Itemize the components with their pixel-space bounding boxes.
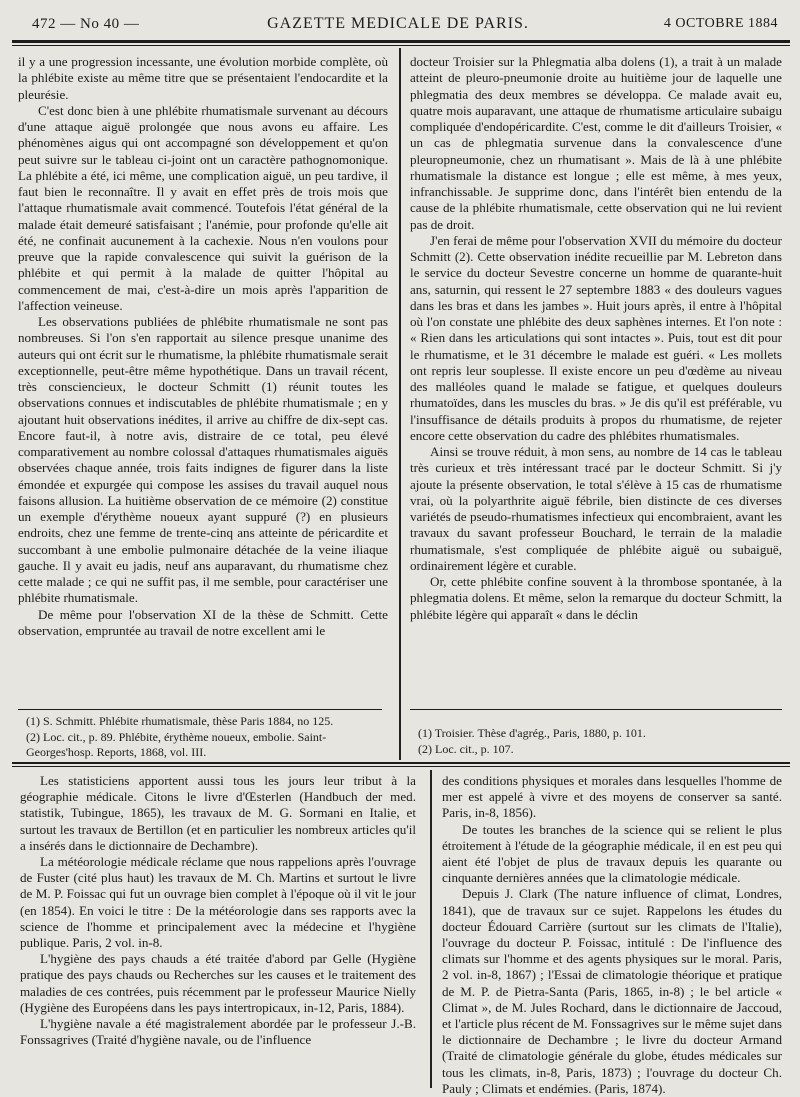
header-rule-thin bbox=[12, 45, 790, 46]
section-rule bbox=[12, 762, 790, 764]
footnote-rule-right bbox=[410, 709, 782, 710]
journal-title: GAZETTE MEDICALE DE PARIS. bbox=[267, 15, 529, 32]
article-right-column bbox=[410, 54, 782, 623]
paragraph: J'en ferai de même pour l'observation XVII du mémoire du docteur Schmitt (2). Cette observation inédite recueillie par M. Lebreton dans le service du docteur Sevestre concerne un homme de quarante-huit ans, saturnin, qui ressent le 27 septembre 1883 « des douleurs vagues dans les bras et dans les jambes ». Huit jours après, il entre à l'hôpital où l'on constate une phlébite des deux saphènes internes. Et l'on note : « Rien dans les articulations qui sont intactes ». Puis, tout est dit pour le rhumatisme, et le 31 décembre le malade est guéri. « Les mollets ont repris leur souplesse. Il existe encore un peu d'œdème au niveau des malléoles quand le malade se fatigue, et quelques douleurs rhumatoïdes, dans les muscles du bras. » Je dis qu'il est préférable, vu l'insuffisance de détails produits à propos du rhumatisme, de rejeter encore cette observation du cadre des phlébites rhumatismales. bbox=[410, 232, 782, 443]
paragraph: Les statisticiens apportent aussi tous les jours leur tribut à la géographie médicale. Citons le livre d'Œsterlen (Handbuch der med. statistik, Tubingue, 1865), les travaux de M. G. Sormani en Italie, et surtout les travaux de Bertillon (et en particulier les nombreux articles qu'il a insérés dans le dictionnaire de Dechambre). bbox=[20, 773, 416, 853]
paragraph: il y a une progression incessante, une évolution morbide complète, où la phlébite existe au même titre que se présentaient l'endocardite et la pleurésie. bbox=[18, 54, 388, 102]
paragraph: La météorologie médicale réclame que nous rappelions après l'ouvrage de Fuster (cité plus haut) les travaux de M. Ch. Martins et surtout le livre de M. P. Foissac qui fut un ouvrage bien complet à l'époque où il vit le jour (en 1854). En voici le titre : De la météorologie dans ses rapports avec la science de l'homme et principalement avec la médecine et l'hygiène publique. Paris, 2 vol. in-8. bbox=[20, 854, 416, 951]
paragraph: Depuis J. Clark (The nature influence of climat, Londres, 1841), que de travaux sur ce sujet. Rappelons les études du docteur Édouard Carrière (surtout sur les climats de l'Italie), l'ouvrage du docteur P. Foissac, intitulé : De l'influence des climats sur l'homme et des agents physiques sur le moral. Paris, 2 vol. in-8, 1867) ; l'Essai de climatologie théorique et pratique de M. P. de Pietra-Santa (Paris, 1865, in-8) ; le bel article « Climat », de M. Jules Rochard, dans le dictionnaire de Jaccoud, et l'article plus récent de M. Fonssagrives sur le même sujet dans le dictionnaire de Dechambre ; le livre du docteur Armand (Traité de climatologie générale du globe, études médicales sur tous les climats, in-8, Paris, 1873) ; l'ouvrage du docteur Ch. Pauly ; Climats et endémies. (Paris, 1874). bbox=[442, 886, 782, 1096]
column-divider bbox=[399, 48, 401, 760]
lower-left-column bbox=[20, 773, 416, 1048]
footnotes-right bbox=[418, 726, 780, 758]
paragraph: Or, cette phlébite confine souvent à la thrombose spontanée, à la phlegmatia dolens. Et même, selon la remarque du docteur Schmitt, la phlébite légère qui apparaît « dans le déclin bbox=[410, 574, 782, 622]
header-rule bbox=[12, 40, 790, 43]
paragraph: L'hygiène des pays chauds a été traitée d'abord par Gelle (Hygiène pratique des pays chauds ou Recherches sur les causes et le traitement des maladies de ces contrées, puis récemment par le professeur Maurice Nielly (Hygiène des Européens dans les pays intertropicaux, in-12, Paris, 1884). bbox=[20, 951, 416, 1015]
footnote: (1) S. Schmitt. Phlébite rhumatismale, thèse Paris 1884, no 125. bbox=[26, 714, 334, 728]
footnote: (1) Troisier. Thèse d'agrég., Paris, 1880, p. 101. bbox=[418, 726, 646, 740]
paragraph: Les observations publiées de phlébite rhumatismale ne sont pas nombreuses. Si l'on s'en rapportait au silence presque unanime des auteurs qui ont écrit sur le rhumatisme, la phlébite rhumatismale serait exceptionnelle, peut-être même hypothétique. Dans un travail récent, très consciencieux, le docteur Schmitt (1) réunit toutes les observations connues et indiscutables de phlébite rhumatismale ; en y ajoutant huit observations inédites, il arrive au chiffre de dix-sept cas. Encore faut-il, à notre avis, distraire de ce total, peu élevé comparativement au nombre colossal d'attaques rhumatismales aiguës observées chaque année, trois faits indignes de figurer dans la liste émondée et expurgée qui compose les assises du travail auquel nous faisons allusion. La huitième observation de ce mémoire (2) constitue un exemple d'érythème noueux ayant suppuré (?) en plusieurs endroits, chez une femme de trente-cinq ans atteinte de péricardite et succombant à une embolie pulmonaire détachée de la veine iliaque gauche. Il y avait eu jadis, neuf ans auparavant, du rhumatisme chez cette malade ; ce qui ne suffit pas, il me semble, pour caractériser une phlébite rhumatismale. bbox=[18, 314, 388, 606]
lower-column-divider bbox=[430, 770, 432, 1088]
paragraph: des conditions physiques et morales dans lesquelles l'homme de mer est appelé à vivre et des moyens de conserver sa santé. Paris, in-8, 1856). bbox=[442, 773, 782, 821]
footnote-rule-left bbox=[18, 709, 382, 710]
page-number: 472 — No 40 — bbox=[32, 16, 140, 32]
footnote: (2) Loc. cit., p. 107. bbox=[418, 742, 514, 756]
footnotes-left bbox=[26, 714, 388, 761]
section-rule-thin bbox=[12, 766, 790, 767]
paragraph: C'est donc bien à une phlébite rhumatismale survenant au décours d'une attaque aiguë prolongée que nous avons eu affaire. Les phénomènes aigus qui ont accompagné son développement et qu'on peut suivre sur le tableau ci-joint ont un caractère pathognomonique. La phlébite a été, ici même, une complication aiguë, un peu tardive, il faut bien le reconnaître. Il y avait en effet près de trois mois que l'attaque rhumatismale avait commencé. Toutefois l'état général de la malade était demeuré satisfaisant ; l'anémie, pour profonde qu'elle ait été, ne confinait aucunement à la cachexie. Nous n'en voulons pour preuve que la rapide convalescence qui suivit la guérison de la phlébite et qui permit à la malade de quitter l'hôpital au commencement de mai, c'est-à-dire un mois après l'apparition de l'affection veineuse. bbox=[18, 102, 388, 313]
paragraph: Ainsi se trouve réduit, à mon sens, au nombre de 14 cas le tableau très curieux et très intéressant tracé par le docteur Schmitt. Si j'y ajoute la présente observation, le total s'élève à 15 cas de rhumatisme vrai, où la polyarthrite aiguë fébrile, bien distincte de ces diverses variétés de pseudo-rhumatismes infectieux qui encombraient, avant les travaux du savant professeur Bouchard, le terrain de la maladie rhumatismale, s'est compliquée de phlébite aiguë ou subaiguë, ordinairement légère et curable. bbox=[410, 444, 782, 573]
paragraph: De toutes les branches de la science qui se relient le plus étroitement à l'étude de la géographie médicale, il en est peu qui aient été l'objet de plus de travaux depuis les quarante ou cinquante dernières années que la climatologie médicale. bbox=[442, 821, 782, 886]
paragraph: L'hygiène navale a été magistralement abordée par le professeur J.-B. Fonssagrives (Traité d'hygiène navale, ou de l'influence bbox=[20, 1016, 416, 1048]
lower-right-column bbox=[442, 773, 782, 1097]
issue-date: 4 OCTOBRE 1884 bbox=[663, 16, 778, 31]
article-left-column bbox=[18, 54, 388, 639]
footnote: (2) Loc. cit., p. 89. Phlébite, érythème noueux, embolie. Saint-Georges'hosp. Reports, 1868, vol. III. bbox=[26, 730, 327, 759]
page-header bbox=[18, 14, 778, 36]
paragraph: docteur Troisier sur la Phlegmatia alba dolens (1), a trait à un malade atteint de pleuro-pneumonie droite au huitième jour de laquelle une phlegmatia des deux membres se développa. Ce malade avait eu, quatre mois auparavant, une attaque de rhumatisme articulaire subaigu compliquée d'endopéricardite. C'est, comme le dit d'ailleurs Troisier, « un cas de phlegmatia survenue dans la convalescence d'une pleuropneumonie, chez un rhumatisant ». Mais de là à une phlébite rhumatismale la distance est longue ; elle est même, à mes yeux, infranchissable. Je supprime donc, dans l'intérêt bien entendu de la cause de la phlébite rhumatismale, cette observation qui ne lui revient pas de droit. bbox=[410, 54, 782, 232]
paragraph: De même pour l'observation XI de la thèse de Schmitt. Cette observation, empruntée au travail de notre excellent ami le bbox=[18, 606, 388, 638]
